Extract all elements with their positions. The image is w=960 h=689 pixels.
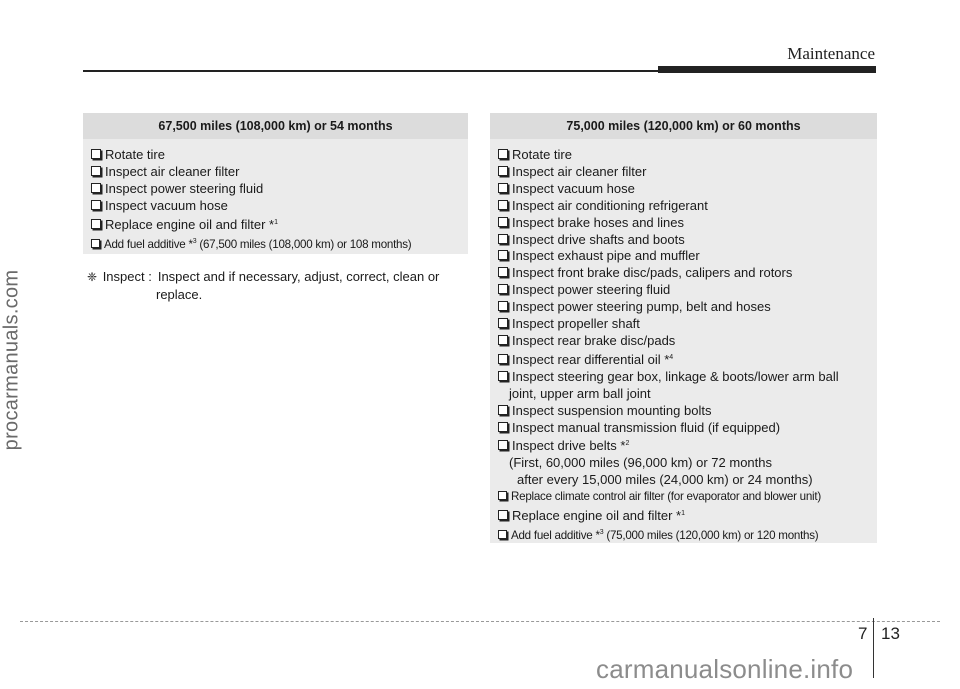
checklist-item: Inspect vacuum hose [91,198,468,215]
checklist-item: Inspect propeller shaft [498,316,877,333]
checklist-item: Inspect exhaust pipe and muffler [498,248,877,265]
checklist-item: Inspect air cleaner filter [91,164,468,181]
checklist-item: Inspect power steering pump, belt and hoses [498,299,877,316]
checklist-item: Inspect power steering fluid [498,282,877,299]
checkbox-icon [498,491,507,500]
checklist [83,139,468,261]
chapter-number: 7 [858,624,868,643]
footnote-ref: 2 [625,440,630,448]
checkbox-icon [498,354,508,364]
checklist-item: Inspect power steering fluid [91,181,468,198]
checklist-item: Inspect suspension mounting bolts [498,403,877,420]
checklist-item: Rotate tire [498,147,877,164]
checkbox-icon [91,239,100,248]
box-title: 75,000 miles (120,000 km) or 60 months [490,113,877,139]
footnote-ref: 3 [192,237,197,245]
checkbox-icon [498,267,508,277]
checkbox-icon [498,166,508,176]
checkbox-icon [498,200,508,210]
checklist [490,139,877,553]
checkbox-icon [498,422,508,432]
checkbox-icon [498,149,508,159]
note-symbol-icon: ❈ [87,270,98,284]
header-rule-accent [658,66,876,73]
checklist-item: Inspect air cleaner filter [498,164,877,181]
checklist-item: Inspect drive belts *$^2$ [498,436,877,455]
checklist-item-continuation: joint, upper arm ball joint [509,385,651,401]
footnote-ref: 1 [274,218,279,226]
checkbox-icon [498,405,508,415]
checkbox-icon [498,335,508,345]
checklist-item: Inspect vacuum hose [498,181,877,198]
checkbox-icon [91,219,101,229]
checklist-item: Add fuel additive *$^3$ (75,000 miles (120,000 km) or 120 months) [498,525,877,545]
checkbox-icon [498,530,507,539]
checklist-item: Inspect rear brake disc/pads [498,333,877,350]
checkbox-icon [498,440,508,450]
checkbox-icon [91,183,101,193]
checkbox-icon [91,149,101,159]
checkbox-icon [498,371,508,381]
footer-divider [873,618,874,678]
checkbox-icon [91,166,101,176]
checklist-item: Inspect air conditioning refrigerant [498,198,877,215]
checkbox-icon [498,510,508,520]
checklist-item: Inspect rear differential oil *$^4$ [498,350,877,369]
checklist-item: Replace engine oil and filter *$^1$ [91,215,468,234]
page-number: 13 [881,624,900,643]
checkbox-icon [498,234,508,244]
maintenance-box-67500 [83,113,468,254]
checklist-item: Inspect steering gear box, linkage & boots/lower arm ball [498,369,877,386]
checklist-item: Replace engine oil and filter *$^1$ [498,506,877,525]
checklist-item-continuation: (First, 60,000 miles (96,000 km) or 72 months [509,455,772,471]
checkbox-icon [498,284,508,294]
checkbox-icon [498,217,508,227]
checklist-item: Rotate tire [91,147,468,164]
note-text-line2: replace. [156,287,203,302]
checkbox-icon [91,200,101,210]
footnote-ref: 1 [681,510,686,518]
checkbox-icon [498,318,508,328]
checklist-item: Inspect front brake disc/pads, calipers and rotors [498,265,877,282]
bottom-watermark: carmanualsonline.info [596,654,854,684]
maintenance-box-75000 [490,113,877,543]
side-watermark: procarmanuals.com [0,269,23,451]
checklist-item: Inspect manual transmission fluid (if equipped) [498,420,877,437]
checkbox-icon [498,301,508,311]
checklist-item: Replace climate control air filter (for evaporator and blower unit) [498,489,877,506]
page-header-title: Maintenance [787,44,875,63]
footnote-ref: 4 [669,353,674,361]
checkbox-icon [498,250,508,260]
footnote-ref: 3 [599,528,604,536]
checklist-item: Inspect brake hoses and lines [498,215,877,232]
inspect-note [87,268,465,303]
checklist-item: Inspect drive shafts and boots [498,232,877,249]
checkbox-icon [498,183,508,193]
box-title: 67,500 miles (108,000 km) or 54 months [83,113,468,139]
note-label: Inspect : [102,269,152,284]
footer-rule [20,621,940,622]
note-text-line1: Inspect and if necessary, adjust, correct, clean or [157,269,440,284]
checklist-item: Add fuel additive *$^3$ (67,500 miles (108,000 km) or 108 months) [91,234,468,254]
checklist-item-continuation: after every 15,000 miles (24,000 km) or 24 months) [517,472,813,488]
header-rule [83,70,658,72]
